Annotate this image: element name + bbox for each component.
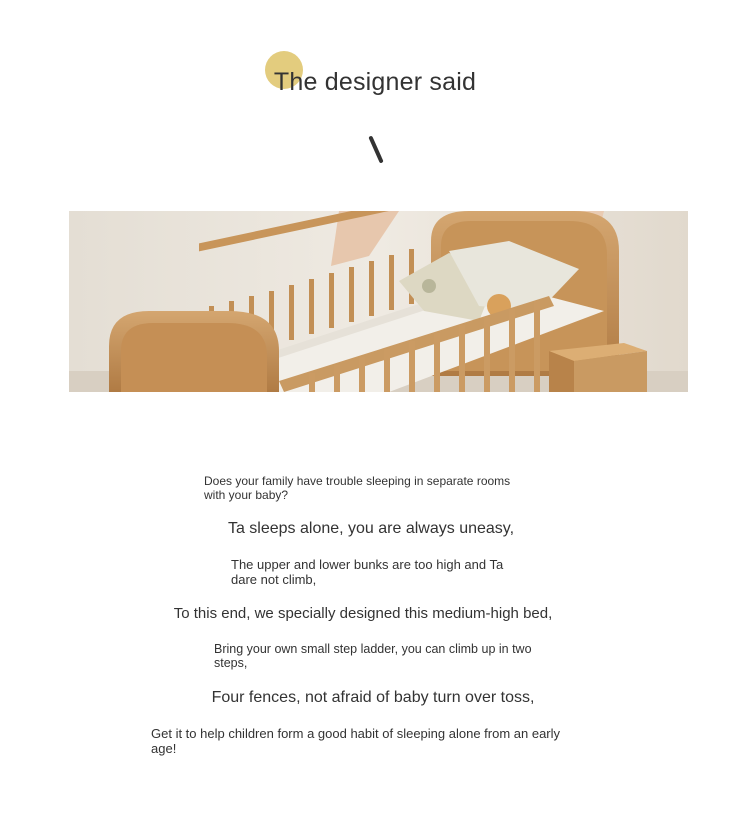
- paragraph-1: Does your family have trouble sleeping in separate rooms with your baby?: [204, 474, 511, 502]
- paragraph-3: The upper and lower bunks are too high and Ta dare not climb,: [231, 557, 504, 587]
- bed-illustration: [69, 211, 688, 392]
- page-title: The designer said: [273, 68, 477, 96]
- paragraph-5: Bring your own small step ladder, you can climb up in two steps,: [214, 642, 532, 671]
- paragraph-2: Ta sleeps alone, you are always uneasy,: [227, 520, 515, 537]
- paragraph-7: Get it to help children form a good habit of sleeping alone from an early age!: [151, 726, 561, 756]
- paragraph-4: To this end, we specially designed this medium-high bed,: [173, 605, 553, 622]
- decorative-slash: [368, 135, 383, 163]
- product-photo: [69, 211, 688, 392]
- paragraph-6: Four fences, not afraid of baby turn over toss,: [211, 689, 535, 706]
